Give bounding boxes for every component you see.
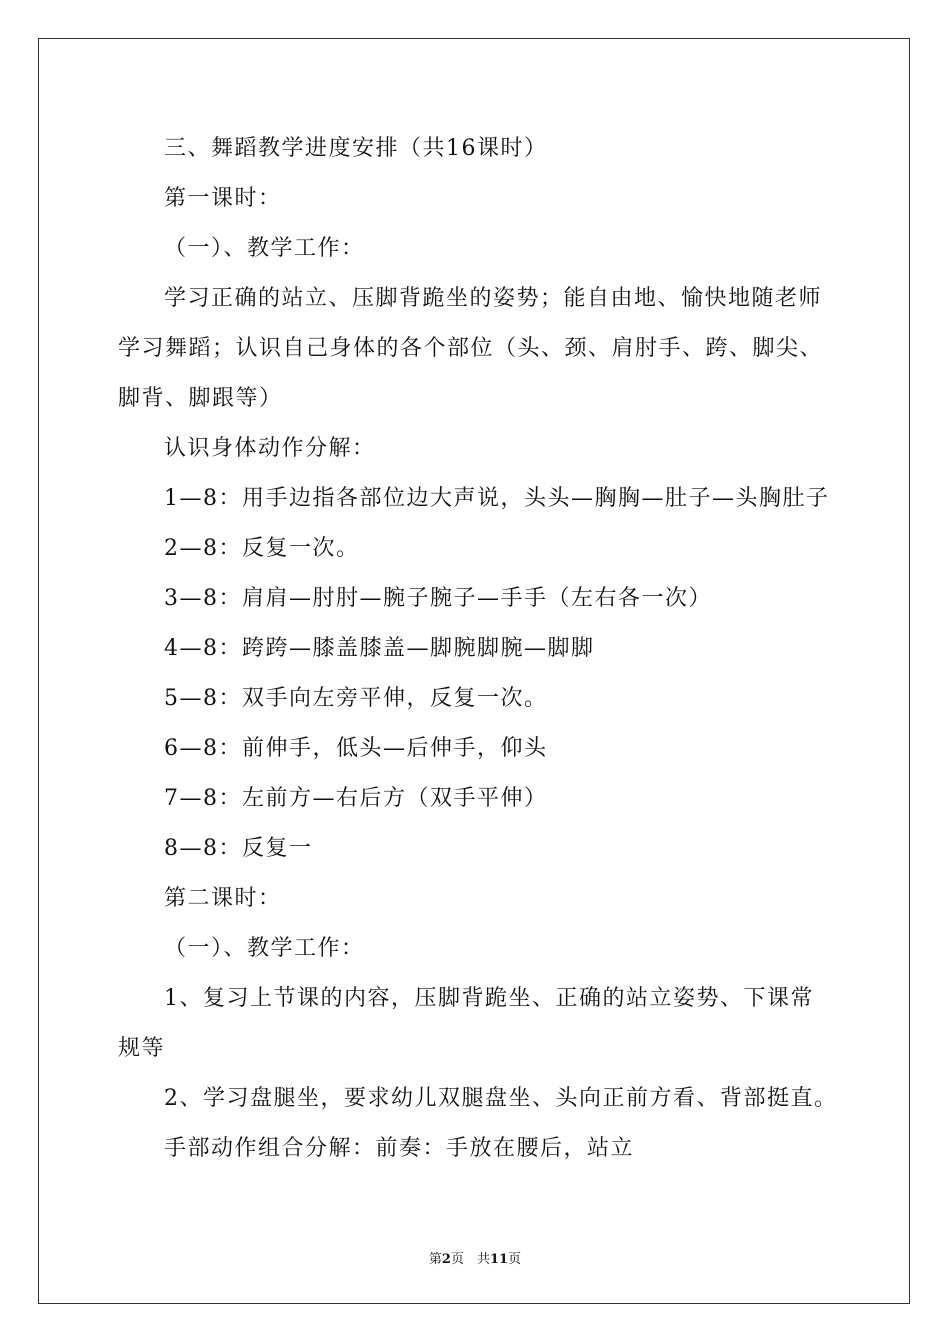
step-line: 2—8：反复一次。 [164, 536, 360, 561]
paragraph-line: 1、复习上节课的内容，压脚背跪坐、正确的站立姿势、下课常 [164, 986, 814, 1011]
step-line: 1—8：用手边指各部位边大声说，头头—胸胸—肚子—头胸肚子 [164, 486, 830, 511]
step-line: 5—8：双手向左旁平伸，反复一次。 [164, 686, 548, 711]
lesson-heading: 第一课时： [164, 186, 282, 211]
paragraph-line: 学习正确的站立、压脚背跪坐的姿势；能自由地、愉快地随老师 [164, 286, 823, 311]
paragraph-line: 学习舞蹈；认识自己身体的各个部位（头、颈、肩肘手、跨、脚尖、 [118, 336, 824, 361]
page-footer [0, 1248, 950, 1267]
paragraph-line: 手部动作组合分解：前奏：手放在腰后，站立 [164, 1136, 635, 1161]
step-line: 4—8：跨跨—膝盖膝盖—脚腕脚腕—脚脚 [164, 636, 595, 661]
footer-suffix: 页 [508, 1252, 522, 1267]
page-border [38, 38, 910, 1304]
paragraph-line: 2、学习盘腿坐，要求幼儿双腿盘坐、头向正前方看、背部挺直。 [164, 1086, 838, 1111]
subsection-heading: （一）、教学工作： [164, 936, 365, 961]
paragraph-line: 脚背、脚跟等） [118, 386, 283, 411]
step-line: 3—8：肩肩—肘肘—腕子腕子—手手（左右各一次） [164, 586, 712, 611]
subsection-heading: （一）、教学工作： [164, 236, 365, 261]
section-heading: 三、舞蹈教学进度安排（共16课时） [164, 136, 548, 161]
step-line: 6—8：前伸手，低头—后伸手，仰头 [164, 736, 548, 761]
total-pages: 11 [489, 1252, 509, 1267]
lesson-heading: 第二课时： [164, 886, 282, 911]
step-line: 7—8：左前方—右后方（双手平伸） [164, 786, 548, 811]
paragraph-line: 规等 [118, 1036, 166, 1061]
paragraph-line: 认识身体动作分解： [164, 436, 376, 461]
footer-prefix: 第 [428, 1252, 442, 1267]
footer-mid: 页 共 [450, 1252, 490, 1267]
page-number: 2 [441, 1252, 451, 1267]
step-line: 8—8：反复一 [164, 836, 313, 861]
